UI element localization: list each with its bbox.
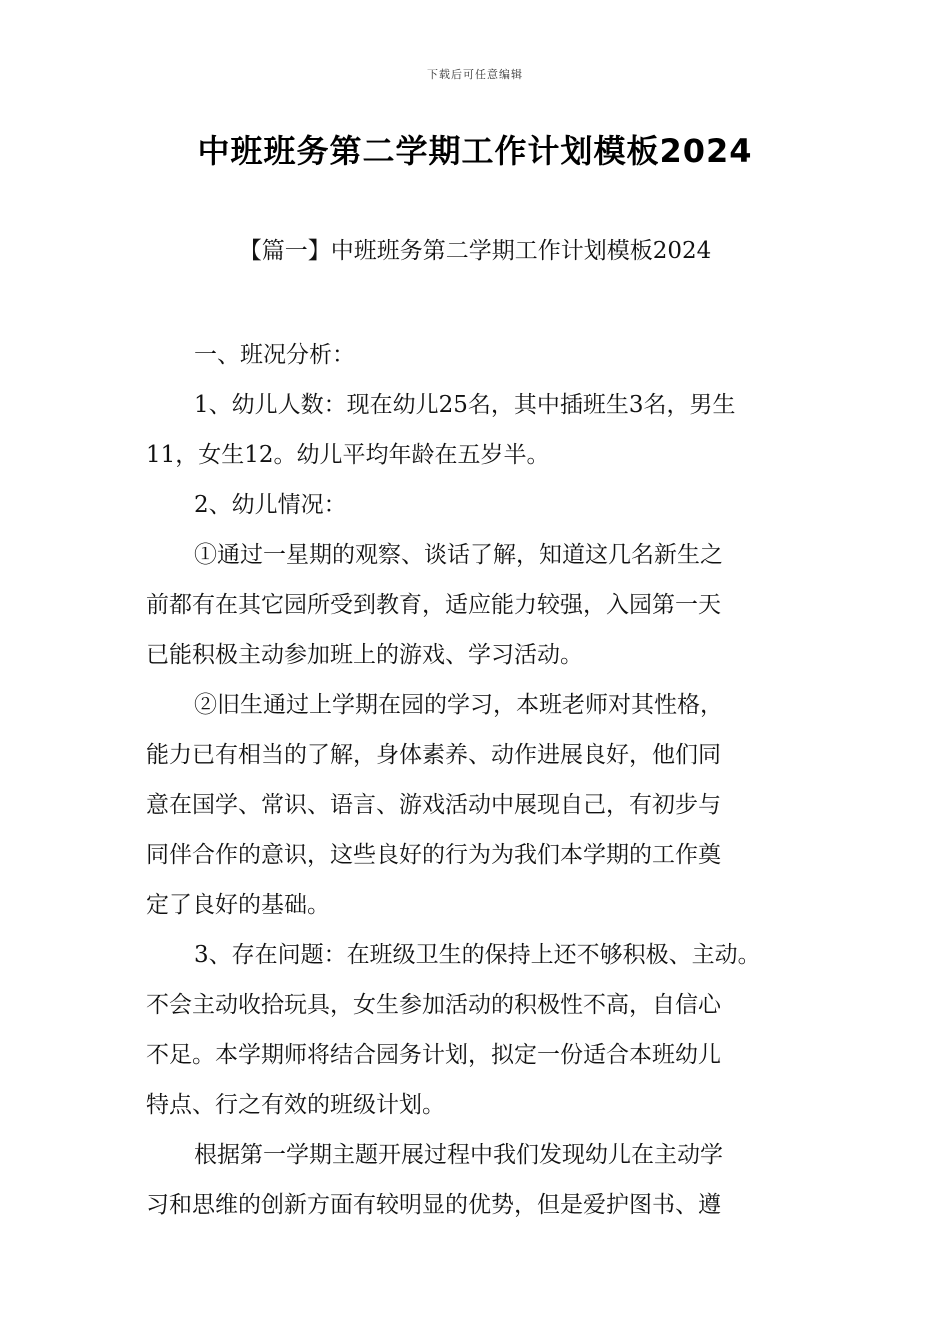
paragraph-line: 根据第一学期主题开展过程中我们发现幼儿在主动学	[194, 1142, 723, 1168]
document-title: 中班班务第二学期工作计划模板2024	[197, 132, 753, 170]
paragraph-line: 已能积极主动参加班上的游戏、学习活动。	[146, 642, 583, 668]
paragraph-line: ①通过一星期的观察、谈话了解，知道这几名新生之	[194, 542, 723, 568]
paragraph-line: 特点、行之有效的班级计划。	[146, 1092, 445, 1118]
body-text	[146, 330, 810, 1230]
paragraph-line: 意在国学、常识、语言、游戏活动中展现自己，有初步与	[146, 792, 721, 818]
paragraph-line: ②旧生通过上学期在园的学习，本班老师对其性格，	[194, 692, 723, 718]
paragraph-line: 能力已有相当的了解，身体素养、动作进展良好，他们同	[146, 742, 721, 768]
paragraph-line: 不会主动收拾玩具，女生参加活动的积极性不高，自信心	[146, 992, 721, 1018]
paragraph-line: 3、存在问题：在班级卫生的保持上还不够积极、主动。	[194, 942, 761, 968]
paragraph-line: 同伴合作的意识，这些良好的行为为我们本学期的工作奠	[146, 842, 721, 868]
heading-class-analysis: 一、班况分析：	[194, 342, 355, 368]
paragraph-line: 11，女生12。幼儿平均年龄在五岁半。	[146, 442, 550, 468]
paragraph-line: 2、幼儿情况：	[194, 492, 347, 518]
paragraph-line: 1、幼儿人数：现在幼儿25名，其中插班生3名，男生	[194, 392, 736, 418]
header-note: 下载后可任意编辑	[427, 68, 523, 81]
paragraph-line: 前都有在其它园所受到教育，适应能力较强，入园第一天	[146, 592, 721, 618]
paragraph-line: 定了良好的基础。	[146, 892, 330, 918]
paragraph-line: 不足。本学期师将结合园务计划，拟定一份适合本班幼儿	[146, 1042, 721, 1068]
section-title: 【篇一】中班班务第二学期工作计划模板2024	[238, 238, 712, 264]
paragraph-line: 习和思维的创新方面有较明显的优势，但是爱护图书、遵	[146, 1192, 721, 1218]
